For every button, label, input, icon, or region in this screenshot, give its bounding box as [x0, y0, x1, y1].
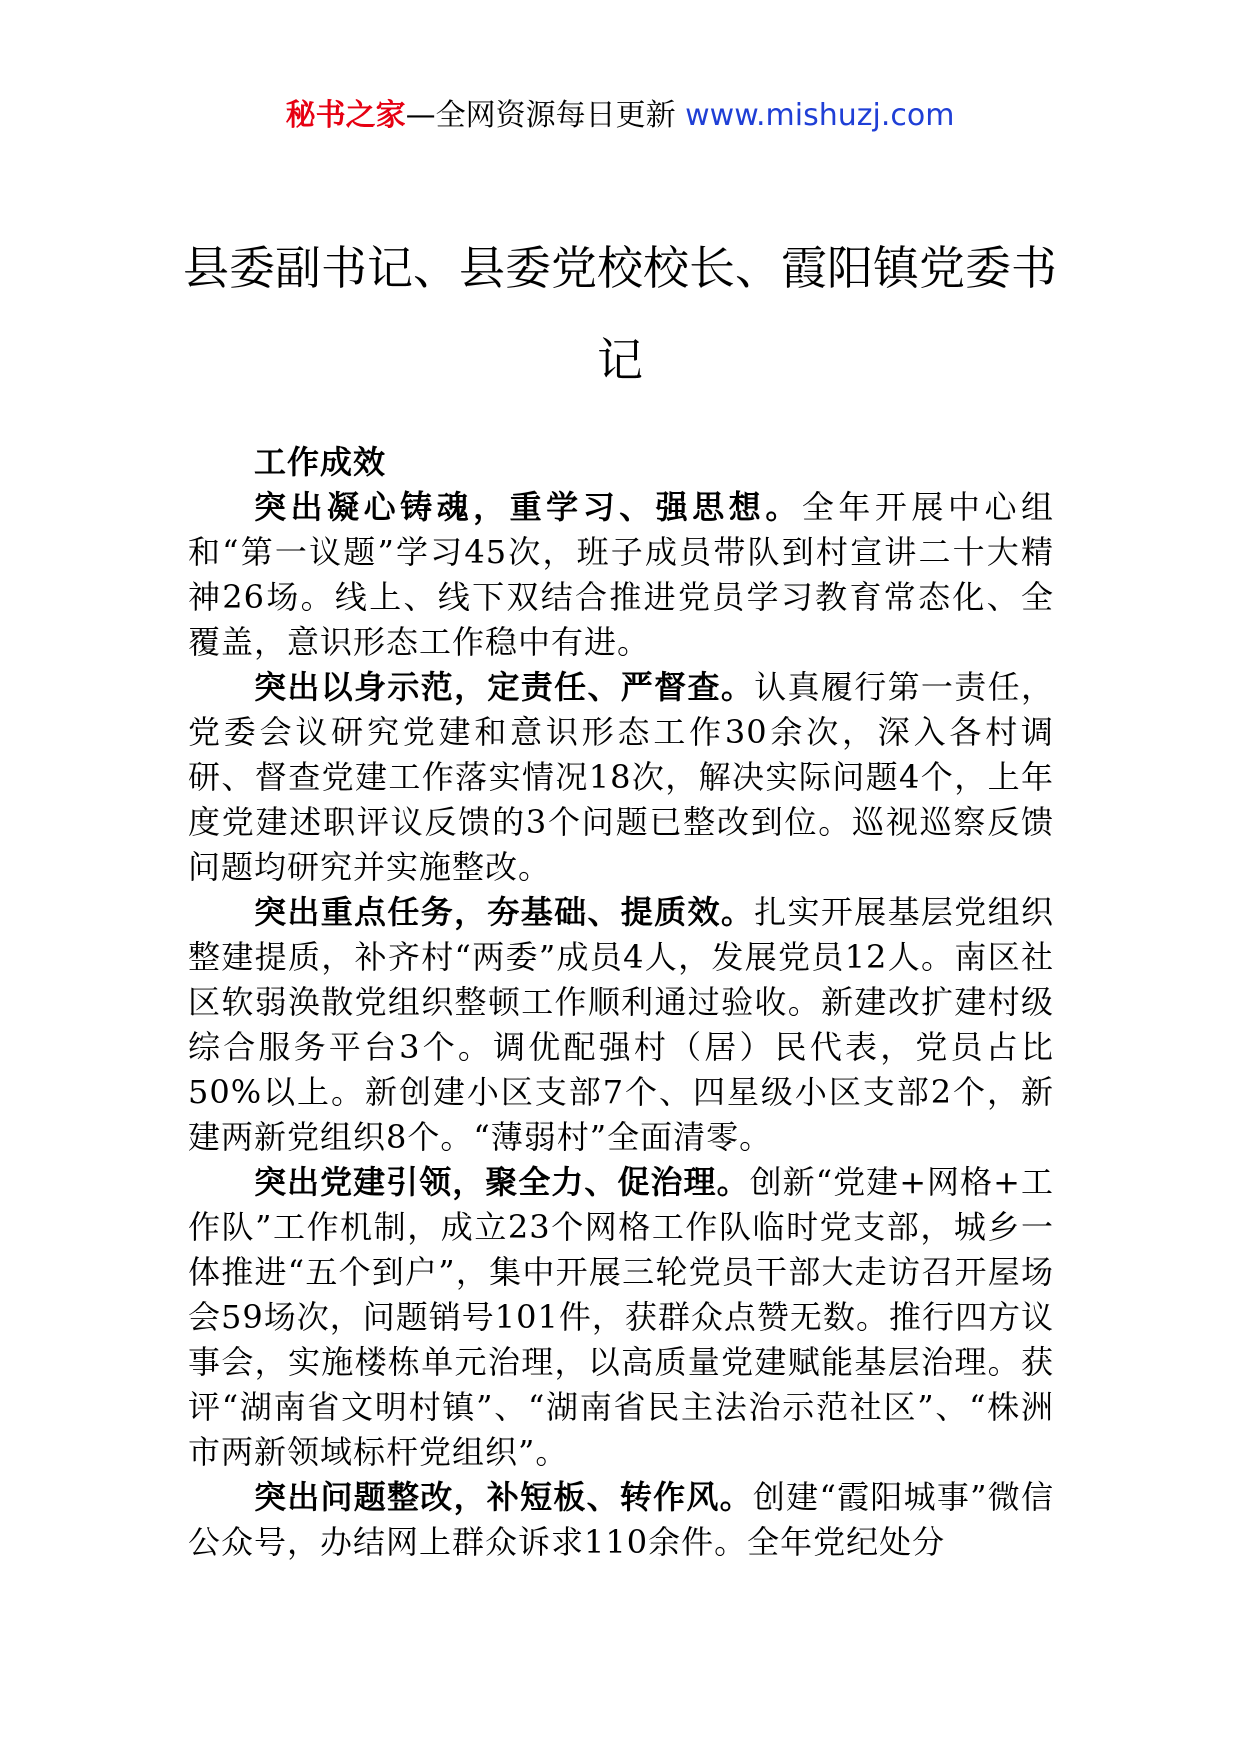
paragraph-text: 创建“霞阳城事”微信公众号，办结网上群众诉求110余件。全年党纪处分 — [188, 1478, 1054, 1561]
paragraph-text: 认真履行第一责任，党委会议研究党建和意识形态工作30余次，深入各村调研、督查党建工作落实情况18次，解决实际问题4个，上年度党建述职评议反馈的3个问题已整改到位。巡视巡察反馈问题均研究并实施整改。 — [188, 668, 1054, 886]
paragraph-text: 创新“党建+网格+工作队”工作机制，成立23个网格工作队临时党支部，城乡一体推进“五个到户”，集中开展三轮党员干部大走访召开屋场会59场次，问题销号101件，获群众点赞无数。推行四方议事会，实施楼栋单元治理，以高质量党建赋能基层治理。获评“湖南省文明村镇”、“湖南省民主法治示范社区”、“株洲市两新领域标杆党组织”。 — [188, 1163, 1054, 1471]
paragraph-lead: 突出问题整改，补短板、转作风。 — [254, 1478, 753, 1516]
paragraph-4 — [188, 1160, 1054, 1475]
document-body — [188, 440, 1054, 1565]
paragraph-2 — [188, 665, 1054, 890]
section-heading: 工作成效 — [254, 443, 387, 481]
paragraph-text: 全年开展中心组和“第一议题”学习45次，班子成员带队到村宣讲二十大精神26场。线上、线下双结合推进党员学习教育常态化、全覆盖，意识形态工作稳中有进。 — [188, 488, 1054, 661]
site-url-link[interactable]: www.mishuzj.com — [685, 98, 955, 133]
paragraph-3 — [188, 890, 1054, 1160]
paragraph-5 — [188, 1475, 1054, 1565]
header-slogan: —全网资源每日更新 — [405, 98, 686, 133]
paragraph-lead: 突出凝心铸魂，重学习、强思想。 — [254, 488, 802, 526]
site-header — [0, 96, 1240, 136]
paragraph-lead: 突出重点任务，夯基础、提质效。 — [254, 893, 755, 931]
paragraph-lead: 突出以身示范，定责任、严督查。 — [254, 668, 755, 706]
document-title: 县委副书记、县委党校校长、霞阳镇党委书记 — [183, 241, 1057, 387]
paragraph-text: 扎实开展基层党组织整建提质，补齐村“两委”成员4人，发展党员12人。南区社区软弱涣散党组织整顿工作顺利通过验收。新建改扩建村级综合服务平台3个。调优配强村（居）民代表，党员占比50%以上。新创建小区支部7个、四星级小区支部2个，新建两新党组织8个。“薄弱村”全面清零。 — [188, 893, 1054, 1156]
brand-name: 秘书之家 — [285, 98, 406, 133]
paragraph-lead: 突出党建引领，聚全力、促治理。 — [254, 1163, 750, 1201]
paragraph-1 — [188, 485, 1054, 665]
